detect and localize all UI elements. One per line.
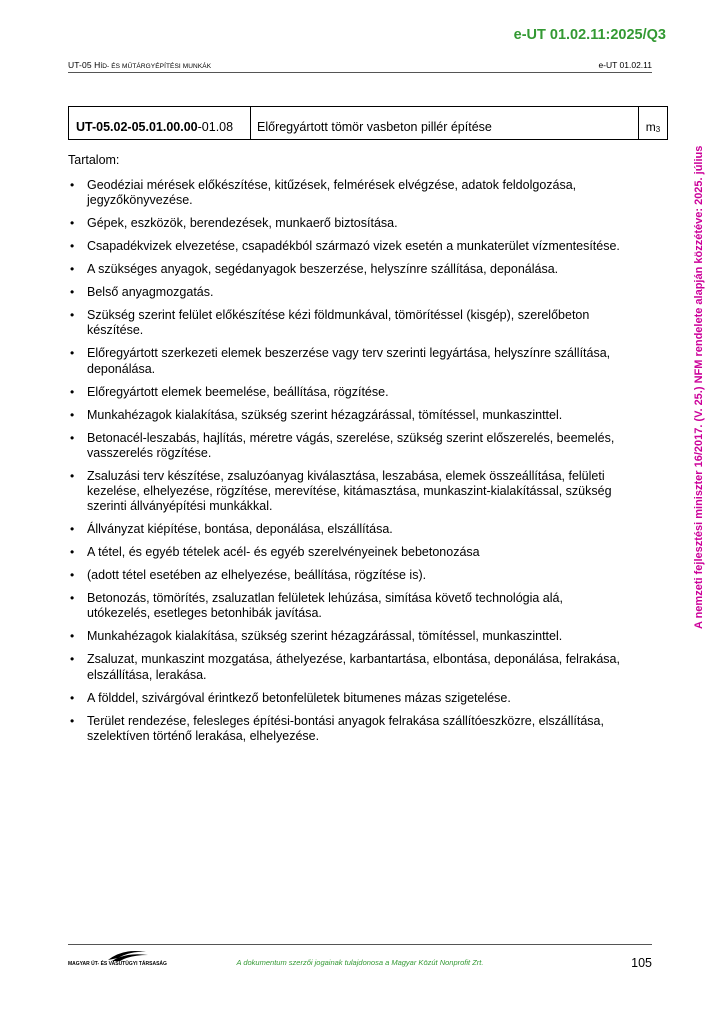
logo-text: MAGYAR ÚT- ÉS VASÚTÜGYI TÁRSASÁG (68, 961, 167, 967)
bullet-icon: • (70, 568, 75, 583)
list-item (68, 691, 628, 706)
list-item-text: Betonacél-leszabás, hajlítás, méretre vágás, szerelése, szükség szerint előszerelés, beemelés, vasszerelés rögzítése. (87, 430, 615, 460)
unit-exponent: 3 (655, 125, 661, 134)
list-item (68, 216, 628, 231)
bullet-icon: • (70, 652, 75, 667)
bullet-icon: • (70, 285, 75, 300)
list-item (68, 522, 628, 537)
list-item (68, 431, 628, 461)
bullet-icon: • (70, 346, 75, 361)
copyright-notice: A dokumentum szerzői jogainak tulajdonosa a Magyar Közút Nonprofit Zrt. (236, 958, 484, 967)
list-item-text: Betonozás, tömörítés, zsaluzatlan felületek lehúzása, simítása követő technológia alá, utókezelés, esetleges betonhibák javítása. (87, 591, 563, 621)
item-table (68, 106, 668, 140)
list-item (68, 346, 628, 376)
list-item-text: Előregyártott elemek beemelése, beállítása, rögzítése. (87, 384, 389, 399)
list-item-text: Belső anyagmozgatás. (87, 285, 214, 300)
side-note-wrapper (672, 96, 705, 629)
footer-divider (68, 944, 652, 945)
item-name: Előregyártott tömör vasbeton pillér építése (251, 107, 639, 139)
item-unit (639, 107, 667, 139)
list-item (68, 545, 628, 560)
section-title (68, 60, 211, 70)
list-item-text: Terület rendezése, felesleges építési-bontási anyagok felrakása szállítóeszközre, elszállítása, szelektíven történő lerakása, elhelyezése. (87, 713, 604, 743)
list-item-text: Geodéziai mérések előkészítése, kitűzések, felmérések elvégzése, adatok feldolgozása, jegyzőkönyvezése. (87, 178, 577, 208)
bullet-icon: • (70, 239, 75, 254)
bullet-icon: • (70, 407, 75, 422)
header-divider (68, 72, 652, 73)
list-item (68, 568, 628, 583)
list-item (68, 714, 628, 744)
content-list (68, 178, 628, 752)
section-rest: ÍD- ÉS MŰTÁRGYÉPÍTÉSI MUNKÁK (100, 63, 212, 70)
bullet-icon: • (70, 522, 75, 537)
list-item (68, 262, 628, 277)
item-code (69, 107, 251, 139)
list-item (68, 629, 628, 644)
bullet-icon: • (70, 690, 75, 705)
list-item (68, 408, 628, 423)
list-item-text: Csapadékvizek elvezetése, csapadékból származó vizek esetén a munkaterület vízmentesítése. (87, 239, 620, 254)
list-item-text: Munkahézagok kialakítása, szükség szerint hézagzárással, tömítéssel, munkaszinttel. (87, 629, 563, 644)
list-item-text: Gépek, eszközök, berendezések, munkaerő biztosítása. (87, 216, 398, 231)
page-number: 105 (631, 956, 652, 970)
list-item-text: Zsaluzási terv készítése, zsaluzóanyag kiválasztása, leszabása, elemek összeállítása, felületi kezelése, elhelyezése, rögzítése, merevítése, kitámasztása, munkaszint-kialakítással, szükség szerinti állványépítési munkákkal. (87, 468, 612, 514)
list-item-text: Állványzat kiépítése, bontása, deponálása, elszállítása. (87, 522, 393, 537)
bullet-icon: • (70, 713, 75, 728)
list-item (68, 308, 628, 338)
side-note: A nemzeti fejlesztési miniszter 16/2017. (V. 25.) NFM rendelete alapján közzétéve: 2025. július (693, 145, 705, 629)
list-item-text: (adott tétel esetében az elhelyezése, beállítása, rögzítése is). (87, 568, 427, 583)
list-item (68, 469, 628, 515)
bullet-icon: • (70, 178, 75, 192)
list-item-text: A tétel, és egyéb tételek acél- és egyéb szerelvényeinek bebetonozása (87, 545, 480, 560)
list-item (68, 385, 628, 400)
item-code-bold: UT-05.02-05.01.00.00 (76, 120, 198, 134)
list-item (68, 239, 628, 254)
section-prefix: UT-05 H (68, 60, 101, 70)
list-item-text: Zsaluzat, munkaszint mozgatása, áthelyezése, karbantartása, elbontása, deponálása, felrakása, elszállítása, lerakása. (87, 652, 620, 682)
list-item (68, 178, 628, 208)
standard-reference: e-UT 01.02.11 (598, 60, 652, 70)
bullet-icon: • (70, 545, 75, 560)
bullet-icon: • (70, 468, 75, 483)
bullet-icon: • (70, 308, 75, 323)
list-item-text: Előregyártott szerkezeti elemek beszerzése vagy terv szerinti legyártása, helyszínre szállítása, deponálása. (87, 346, 611, 376)
bullet-icon: • (70, 629, 75, 644)
list-item-text: Szükség szerint felület előkészítése kézi földmunkával, tömörítéssel (kisgép), szerelőbeton készítése. (87, 308, 590, 338)
content-title: Tartalom: (68, 153, 120, 167)
list-item-text: Munkahézagok kialakítása, szükség szerint hézagzárással, tömítéssel, munkaszinttel. (87, 407, 563, 422)
bullet-icon: • (70, 591, 75, 606)
bullet-icon: • (70, 384, 75, 399)
list-item-text: A szükséges anyagok, segédanyagok beszerzése, helyszínre szállítása, deponálása. (87, 262, 559, 277)
bullet-icon: • (70, 430, 75, 445)
list-item (68, 285, 628, 300)
document-code: e-UT 01.02.11:2025/Q3 (513, 27, 666, 43)
bullet-icon: • (70, 262, 75, 277)
item-code-suffix: -01.08 (197, 120, 234, 134)
unit-base: m (645, 120, 656, 134)
bullet-icon: • (70, 216, 75, 231)
list-item (68, 652, 628, 682)
list-item-text: A földdel, szivárgóval érintkező betonfelületek bitumenes mázas szigetelése. (87, 690, 511, 705)
list-item (68, 591, 628, 621)
